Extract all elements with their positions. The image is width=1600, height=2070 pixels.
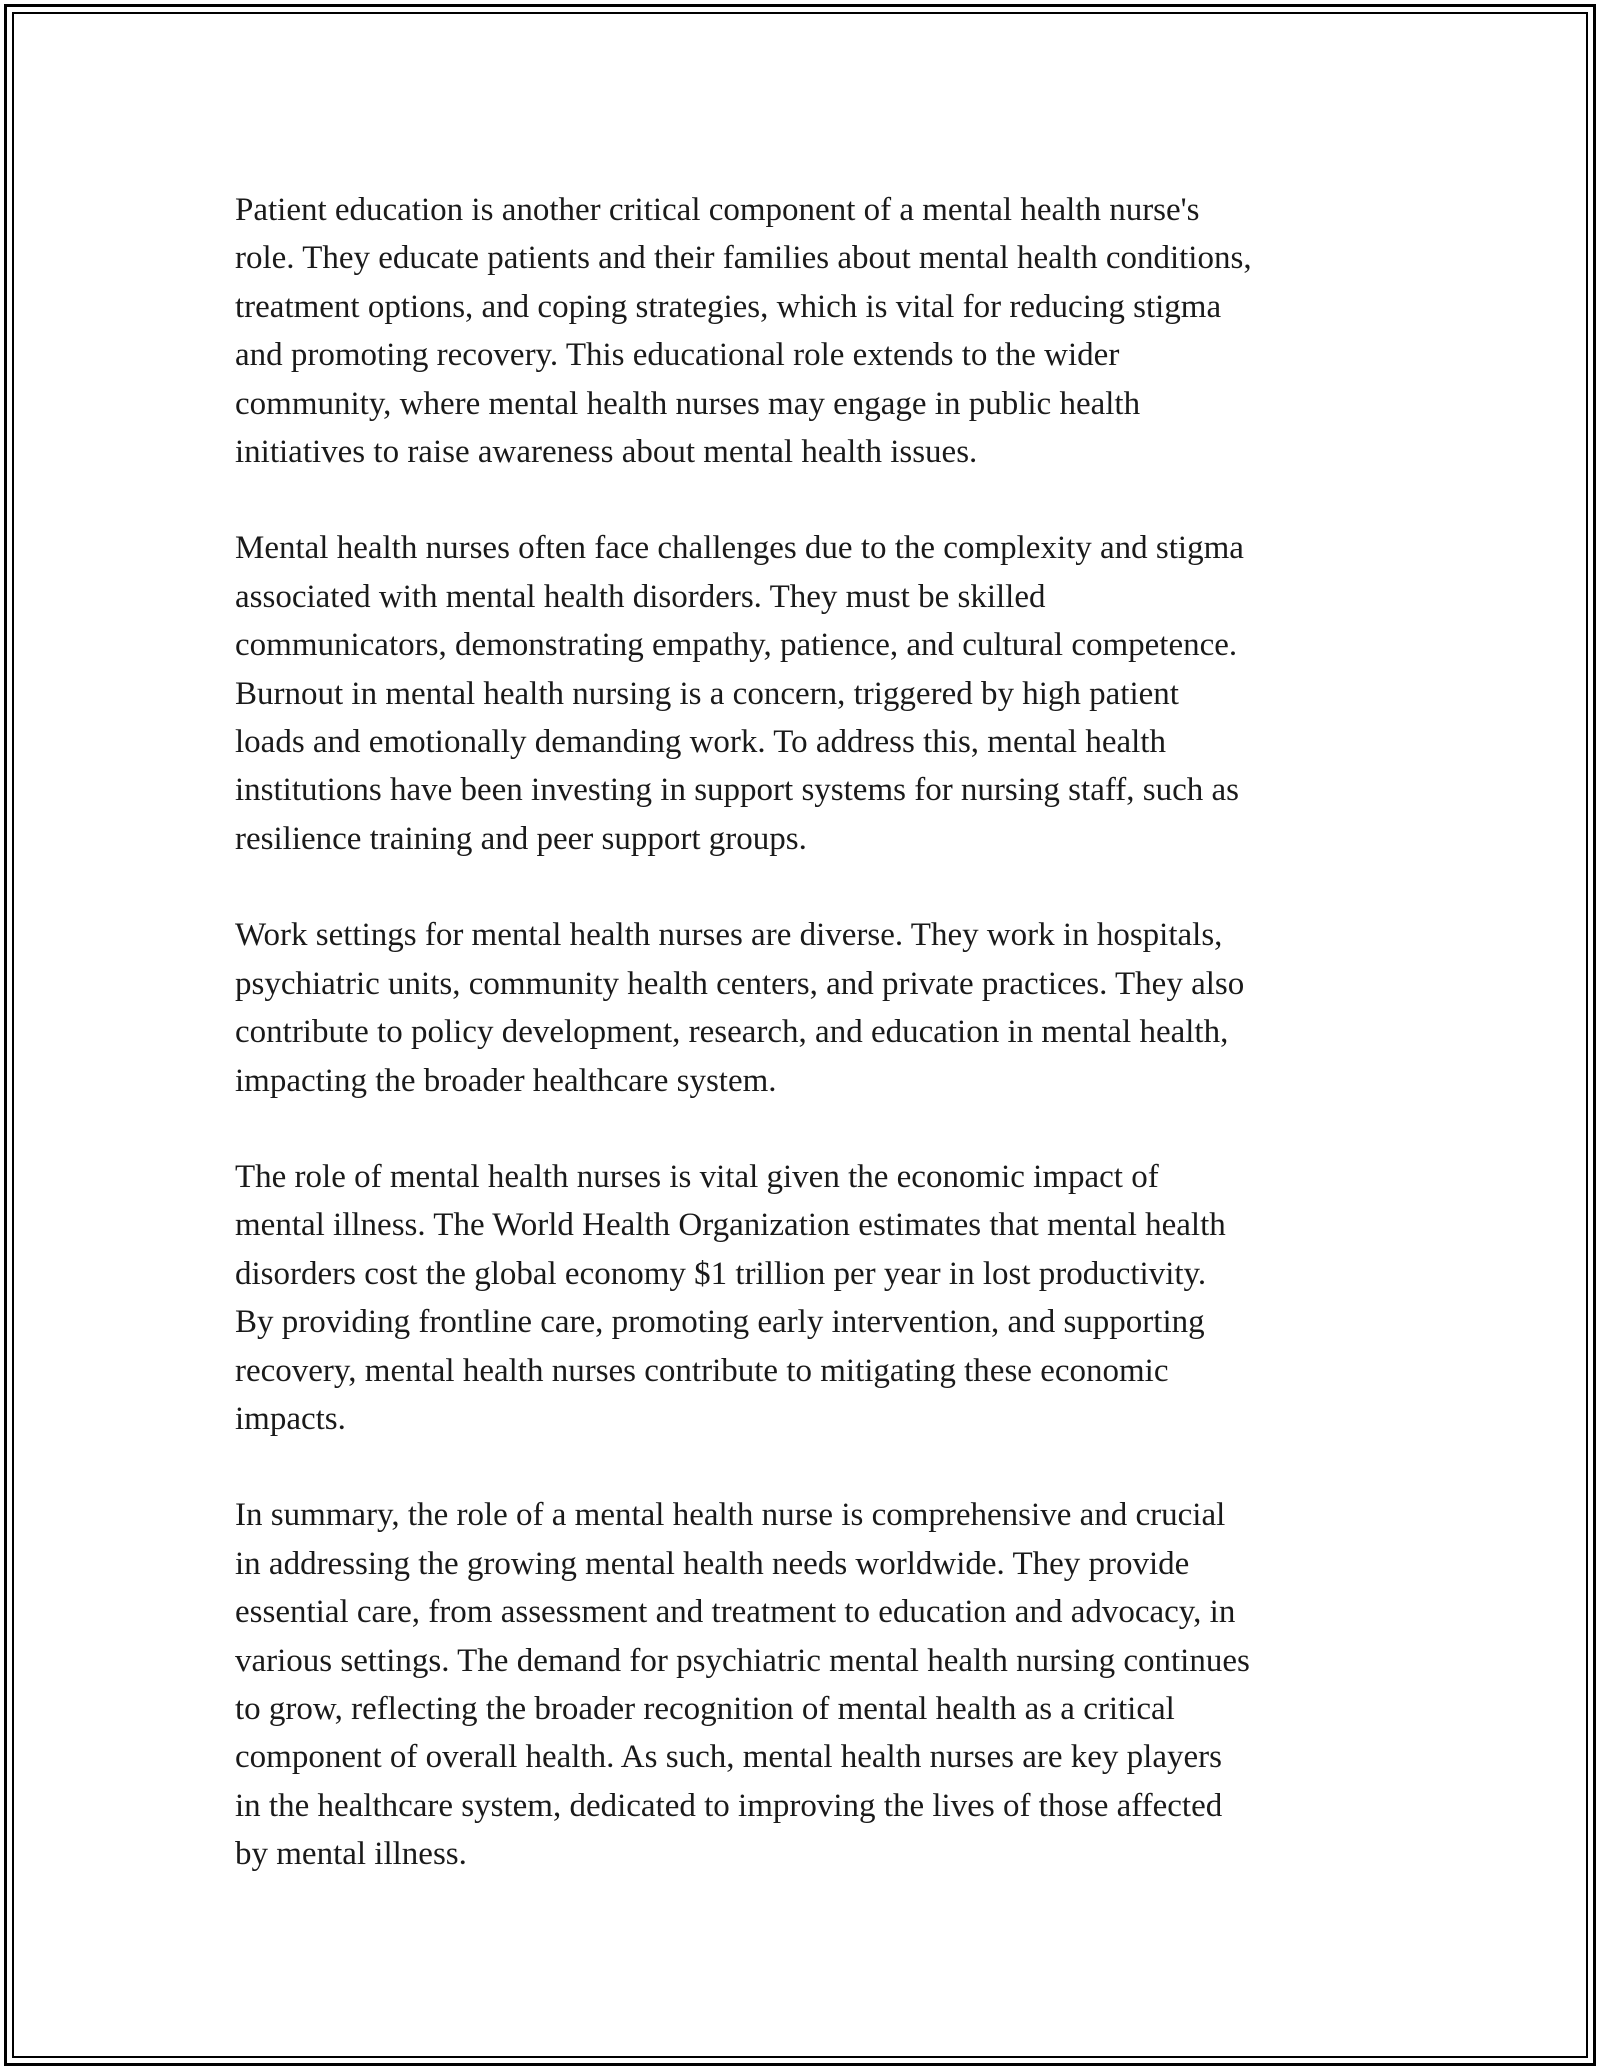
paragraph-summary: In summary, the role of a mental health nurse is comprehensive and crucial in addressing the growing mental health needs worldwide. They provide essential care, from assessment and treatment to education and advocacy, in various settings. The demand for psychiatric mental health nursing continues to grow, reflecting the broader recognition of mental health as a critical component of overall health. As such, mental health nurses are key players in the healthcare system, dedicated to improving the lives of those affected by mental illness. <box>235 1497 1250 1873</box>
paragraph-work-settings: Work settings for mental health nurses are diverse. They work in hospitals, psychiatric units, community health centers, and private practices. They also contribute to policy development, research, and education in mental health, impacting the broader healthcare system. <box>235 917 1245 1099</box>
paragraph-patient-education: Patient education is another critical component of a mental health nurse's role. They educate patients and their families about mental health conditions, treatment options, and coping strategies, which is vital for reducing stigma and promoting recovery. This educational role extends to the wider community, where mental health nurses may engage in public health initiatives to raise awareness about mental health issues. <box>235 192 1252 471</box>
paragraph-challenges: Mental health nurses often face challenges due to the complexity and stigma associated with mental health disorders. They must be skilled communicators, demonstrating empathy, patience, and cultural competence. Burnout in mental health nursing is a concern, triggered by high patient loads and emotionally demanding work. To address this, mental health institutions have been investing in support systems for nursing staff, such as resilience training and peer support groups. <box>235 530 1244 857</box>
document-body <box>235 186 1395 1927</box>
paragraph-economic-impact: The role of mental health nurses is vital given the economic impact of mental illness. The World Health Organization estimates that mental health disorders cost the global economy $1 trillion per year in lost productivity. By providing frontline care, promoting early intervention, and supporting recovery, mental health nurses contribute to mitigating these economic impacts. <box>235 1158 1226 1437</box>
